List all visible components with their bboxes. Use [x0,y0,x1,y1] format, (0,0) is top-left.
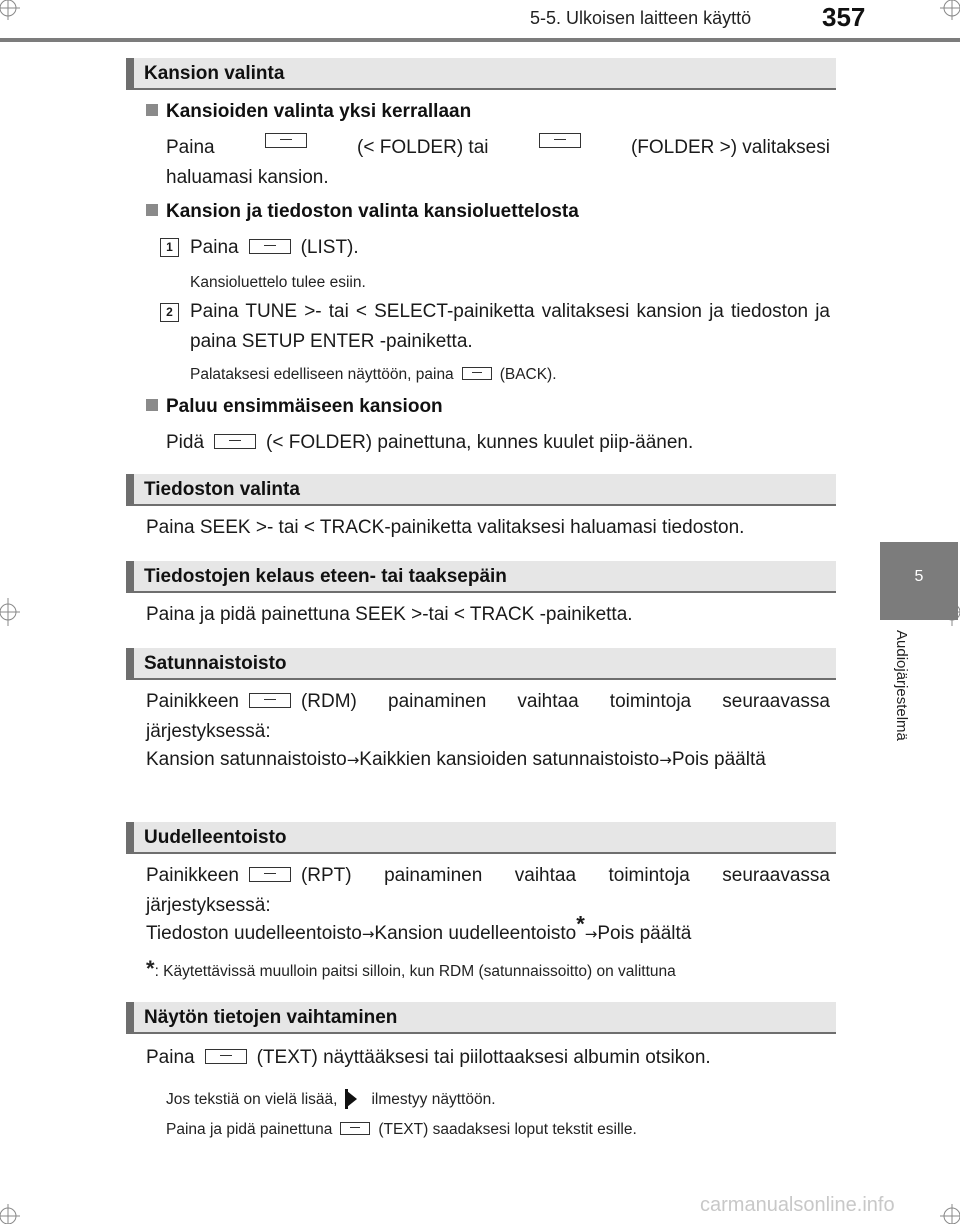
button-icon [249,693,291,708]
button-icon [214,434,256,449]
button-icon [249,239,291,254]
arrow-icon: → [659,751,672,769]
step-1-note: Kansioluettelo tulee esiin. [190,274,366,291]
paragraph-rpt [146,861,830,921]
play-icon [347,1091,357,1107]
note-more-text [166,1089,830,1111]
section-title-uudelleentoisto: Uudelleentoisto [126,822,836,854]
subheading-folders-one-by-one [146,101,471,123]
text-jos-tekstia: Jos tekstiä on vielä lisää, [166,1091,338,1108]
step-2-text: Paina TUNE >- tai < SELECT-painiketta valitaksesi kansion ja tiedoston ja paina SETUP ENTER -painiketta. [190,301,830,352]
button-icon [462,367,492,380]
text-kaikkien: Kaikkien kansioiden satunnaistoisto [359,749,660,770]
text-ilmestyy: ilmestyy näyttöön. [371,1091,496,1108]
text-paina-ja-pida: Paina ja pidä painettuna [166,1121,333,1138]
text-pida: Pidä [166,432,205,453]
chapter-label [880,620,920,820]
bullet-square-icon [146,399,158,411]
paragraph-rdm [146,687,830,747]
text-text-toggle: (TEXT) näyttääksesi tai piilottaaksesi albumin otsikon. [256,1047,711,1068]
text-rpt: (RPT) painaminen vaihtaa toimintoja seuraavassa järjestyksessä: [146,865,830,916]
paragraph-first-folder [166,428,830,458]
arrow-icon: → [346,751,360,769]
button-icon [249,867,291,882]
section-title-satunnaistoisto: Satunnaistoisto [126,648,836,680]
subheading-text: Paluu ensimmäiseen kansioon [166,396,443,417]
text-paina: Paina [190,237,239,258]
paragraph-file-select: Paina SEEK >- tai < TRACK-painiketta valitaksesi haluamasi tiedoston. [146,517,745,538]
subheading-folder-list [146,201,579,223]
paragraph-kelaus: Paina ja pidä painettuna SEEK >-tai < TRACK -painiketta. [146,604,633,625]
button-icon [265,133,307,148]
step-number-2: 2 [160,303,179,322]
step-2-note [190,364,854,386]
bullet-square-icon [146,204,158,216]
chapter-tab [880,542,958,620]
section-title-naytto: Näytön tietojen vaihtaminen [126,1002,836,1034]
header-section-title: 5-5. Ulkoisen laitteen käyttö [530,8,752,28]
subheading-text: Kansion ja tiedoston valinta kansioluettelosta [166,201,579,222]
text-folder-prev: (< FOLDER) tai [357,137,489,158]
text-paina: Paina [166,137,215,158]
paragraph-text-button [146,1043,836,1073]
header-rule [0,38,960,42]
footer-watermark: carmanualsonline.info [700,1194,895,1216]
text-painikkeen: Painikkeen [146,865,239,886]
chapter-label-text: Audiojärjestelmä [893,630,910,741]
subheading-first-folder [146,396,443,418]
text-folder-hold: (< FOLDER) painettuna, kunnes kuulet piip-äänen. [266,432,694,453]
footnote [146,958,846,983]
section-title-kelaus: Tiedostojen kelaus eteen- tai taaksepäin [126,561,836,593]
text-back: (BACK). [499,366,557,383]
text-kansion-uudelleentoisto: Kansion uudelleentoisto [374,923,577,944]
text-painikkeen: Painikkeen [146,691,239,712]
section-title-tiedoston-valinta: Tiedoston valinta [126,474,836,506]
footnote-marker: * [576,911,585,937]
text-text-rest: (TEXT) saadaksesi loput tekstit esille. [378,1121,637,1138]
arrow-icon: → [584,925,598,943]
text-haluamasi-kansion: haluamasi kansion. [166,167,329,188]
footnote-star: * [146,956,155,981]
text-palataksesi: Palataksesi edelliseen näyttöön, paina [190,366,454,383]
text-pois-paalta: Pois päältä [597,923,692,944]
paragraph-rpt-order [146,911,836,949]
step-number-1: 1 [160,238,179,257]
text-list: (LIST). [300,237,359,258]
button-icon [340,1122,370,1135]
arrow-icon: → [361,925,375,943]
text-pois-paalta: Pois päältä [671,749,766,770]
button-icon [539,133,581,148]
subheading-text: Kansioiden valinta yksi kerrallaan [166,101,472,122]
text-tiedoston-uudelleentoisto: Tiedoston uudelleentoisto [146,923,362,944]
page-number: 357 [822,2,866,32]
paragraph-folder-select [166,133,830,193]
text-paina: Paina [146,1047,195,1068]
button-icon [205,1049,247,1064]
bullet-square-icon [146,104,158,116]
text-rdm: (RDM) painaminen vaihtaa toimintoja seuraavassa järjestyksessä: [146,691,830,742]
step-1-text [190,233,830,263]
paragraph-rdm-order [146,745,830,775]
section-title-kansion-valinta: Kansion valinta [126,58,836,90]
text-kansion-satunnaistoisto: Kansion satunnaistoisto [146,749,347,770]
note-hold-text [166,1119,830,1141]
chapter-number: 5 [914,568,924,585]
text-folder-next: (FOLDER >) valitaksesi [630,137,830,158]
footnote-text: : Käytettävissä muulloin paitsi silloin, kun RDM (satunnaissoitto) on valittuna [154,963,676,980]
